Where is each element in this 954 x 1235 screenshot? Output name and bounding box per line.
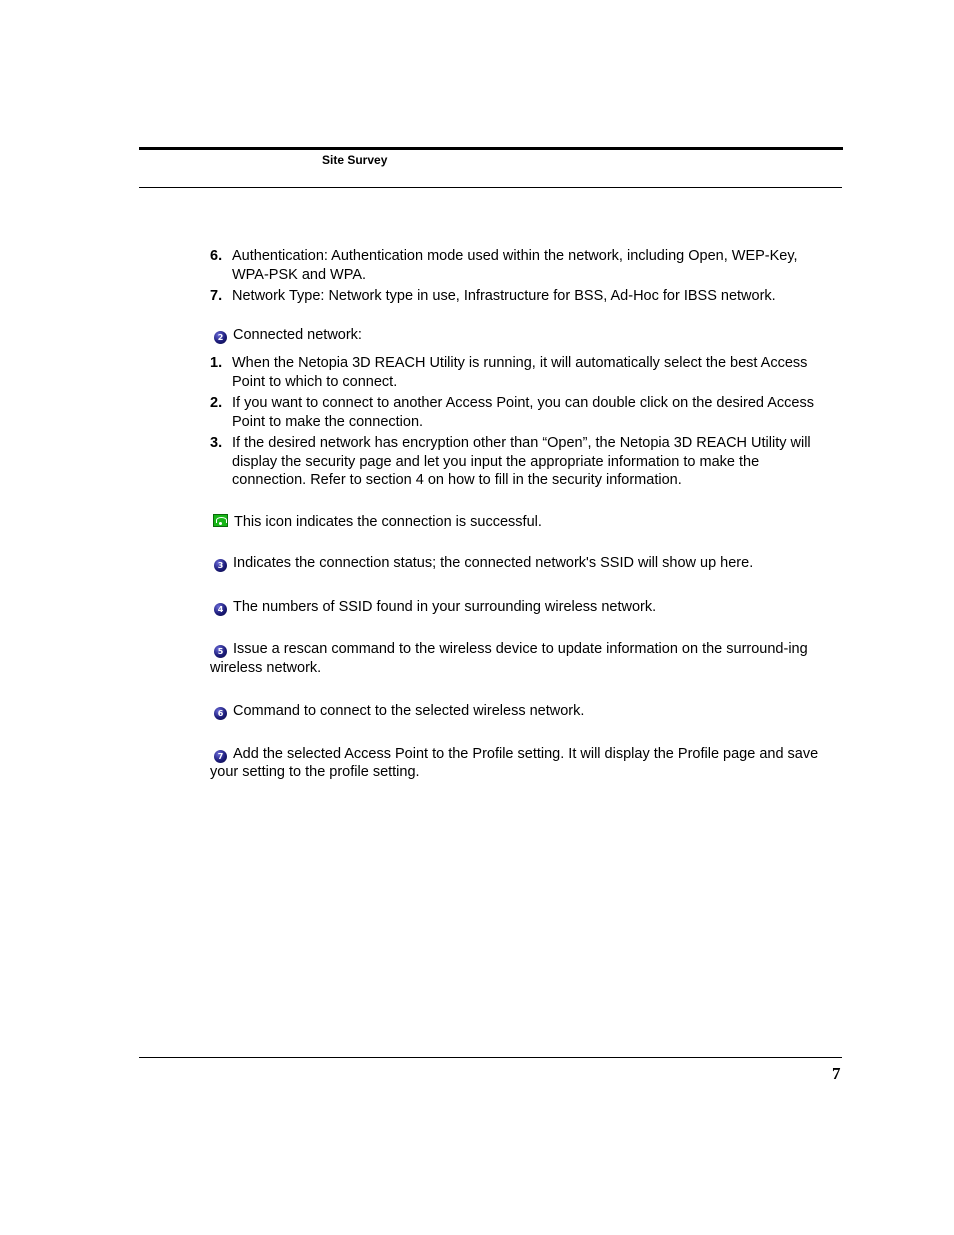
callout-7-text: Add the selected Access Point to the Profile setting. It will display the Profile page and save your setting to the profile setting.	[210, 745, 819, 780]
success-icon-text: This icon indicates the connection is successful.	[234, 513, 542, 530]
list-number: 6.	[210, 248, 223, 264]
list-item-network-type	[210, 287, 830, 306]
success-icon-paragraph	[210, 513, 830, 532]
callout-2-icon: 2	[214, 331, 227, 344]
list-item-step-1	[210, 354, 830, 391]
callout-5-paragraph	[210, 640, 830, 677]
connection-success-icon	[213, 514, 228, 527]
callout-6-icon: 6	[214, 707, 227, 720]
list-item-step-3	[210, 434, 830, 490]
list-item-text: When the Netopia 3D REACH Utility is running, it will automatically select the best Access Point to which to connect.	[232, 355, 808, 390]
list-item-text: Network Type: Network type in use, Infrastructure for BSS, Ad-Hoc for IBSS network.	[232, 288, 776, 304]
callout-4-text: The numbers of SSID found in your surrounding wireless network.	[233, 598, 657, 615]
callout-4-icon: 4	[214, 603, 227, 616]
list-number: 7.	[210, 288, 223, 304]
connected-network-steps	[210, 354, 830, 490]
callout-4-paragraph	[210, 598, 830, 617]
callout-7-icon: 7	[214, 750, 227, 763]
callout-6-paragraph	[210, 702, 830, 721]
callout-6-text: Command to connect to the selected wireless network.	[233, 703, 585, 719]
list-item-text: If you want to connect to another Access Point, you can double click on the desired Access Point to make the connection.	[232, 395, 814, 430]
list-item-authentication	[210, 247, 830, 284]
list-item-step-2	[210, 394, 830, 431]
callout-3-icon: 3	[214, 559, 227, 572]
callout-3-paragraph	[210, 554, 830, 573]
list-number: 3.	[210, 435, 223, 451]
page-number: 7	[832, 1064, 841, 1083]
list-item-text: Authentication: Authentication mode used within the network, including Open, WEP-Key, WPA-PSK and WPA.	[232, 248, 798, 283]
header-rule-thin	[139, 187, 842, 188]
running-header-title: Site Survey	[322, 153, 388, 167]
footer-rule	[139, 1057, 842, 1058]
list-number: 1.	[210, 355, 223, 371]
connected-network-label: Connected network:	[233, 326, 362, 343]
header-rule-thick	[139, 147, 843, 150]
callout-3-text: Indicates the connection status; the connected network's SSID will show up here.	[233, 555, 754, 571]
callout-5-icon: 5	[214, 645, 227, 658]
list-item-text: If the desired network has encryption other than “Open”, the Netopia 3D REACH Utility will display the security page and let you input the appropriate information to make the connection. Refer to section 4 on how to fill in the security information.	[232, 435, 811, 488]
connected-network-heading	[210, 326, 830, 345]
callout-5-text: Issue a rescan command to the wireless device to update information on the surround-ing wireless network.	[210, 641, 808, 676]
list-number: 2.	[210, 395, 223, 411]
callout-7-paragraph	[210, 745, 830, 782]
page-body	[210, 247, 830, 782]
